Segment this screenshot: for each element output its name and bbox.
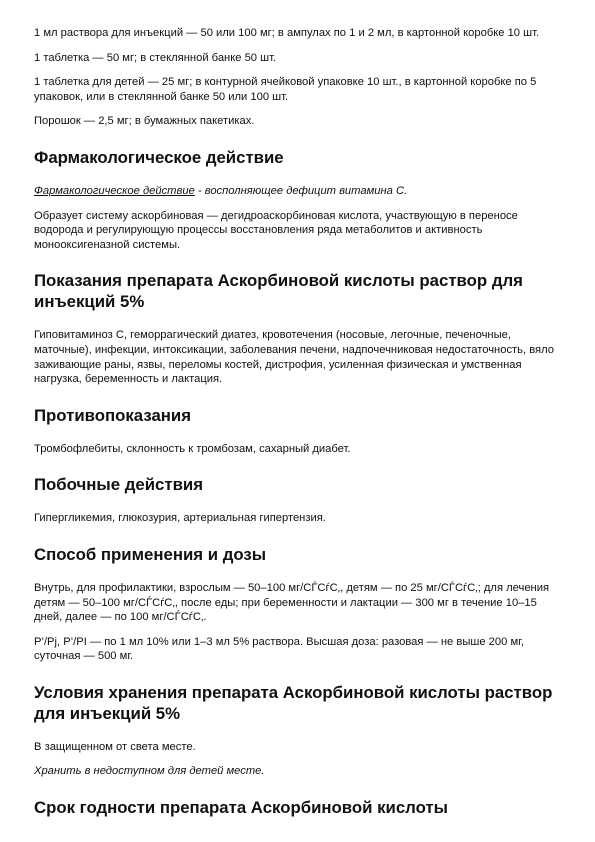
pharmacology-body: Образует систему аскорбиновая — дегидроаскорбиновая кислота, участвующую в переносе водорода и регулирующую процессы восстановления ряда метаболитов и активность монооксигеназной системы. bbox=[34, 209, 518, 251]
indications-heading: Показания препарата Аскорбиновой кислоты раствор для инъекций 5% bbox=[34, 271, 523, 312]
pharmacology-link[interactable]: Фармакологическое действие bbox=[34, 184, 195, 197]
storage-children-text: Хранить в недоступном для детей месте. bbox=[34, 765, 265, 778]
contraindications-body: Тромбофлебиты, склонность к тромбозам, сахарный диабет. bbox=[34, 442, 351, 455]
shelf-life-heading: Срок годности препарата Аскорбиновой кислоты bbox=[34, 798, 448, 818]
side-effects-heading: Побочные действия bbox=[34, 475, 203, 495]
dosage-injection-text: Р’/Рј, Р’/РІ — по 1 мл 10% или 1–3 мл 5% раствора. Высшая доза: разовая — не выше 200 мг, суточная — 500 мг. bbox=[34, 635, 524, 663]
dosage-heading: Способ применения и дозы bbox=[34, 544, 267, 564]
form-tablet-children-text: 1 таблетка для детей — 25 мг; в контурной ячейковой упаковке 10 шт., в картонной коробке по 5 упаковок, или в стеклянной банке 50 или 100 шт. bbox=[34, 76, 537, 103]
form-injection-text: 1 мл раствора для инъекций — 50 или 100 мг; в ампулах по 1 и 2 мл, в картонной коробке 10 шт. bbox=[34, 27, 540, 39]
indications-body: Гиповитаминоз C, геморрагический диатез, кровотечения (носовые, легочные, печеночные, маточные), инфекции, интоксикации, заболевания печени, надпочечниковая недостаточность, вяло заживающие раны, язвы, переломы костей, дистрофия, усиленная физическая и умственная нагрузка, беременность и лактация. bbox=[34, 329, 554, 386]
storage-body: В защищенном от света месте. bbox=[34, 740, 196, 753]
contraindications-heading: Противопоказания bbox=[34, 405, 192, 425]
pharmacology-note-text: - восполняющее дефицит витамина C. bbox=[194, 184, 408, 197]
storage-heading: Условия хранения препарата Аскорбиновой кислоты раствор для инъекций 5% bbox=[34, 682, 553, 723]
dosage-oral-text: Внутрь, для профилактики, взрослым — 50–100 мг/СЃСѓС‚, детям — по 25 мг/СЃСѓС‚; для лечения детям — 50–100 мг/СЃСѓС‚, после еды; при беременности и лактации — 300 мг в течение 10–15 дней, далее — по 100 мг/СЃСѓС‚. bbox=[34, 581, 550, 624]
form-powder-text: Порошок — 2,5 мг; в бумажных пакетиках. bbox=[34, 115, 255, 128]
form-tablet-text: 1 таблетка — 50 мг; в стеклянной банке 50 шт. bbox=[34, 51, 277, 64]
side-effects-body: Гипергликемия, глюкозурия, артериальная гипертензия. bbox=[34, 512, 326, 525]
pharmacology-heading: Фармакологическое действие bbox=[34, 147, 284, 167]
document-page bbox=[34, 26, 564, 818]
pharmacology-note bbox=[34, 184, 564, 199]
